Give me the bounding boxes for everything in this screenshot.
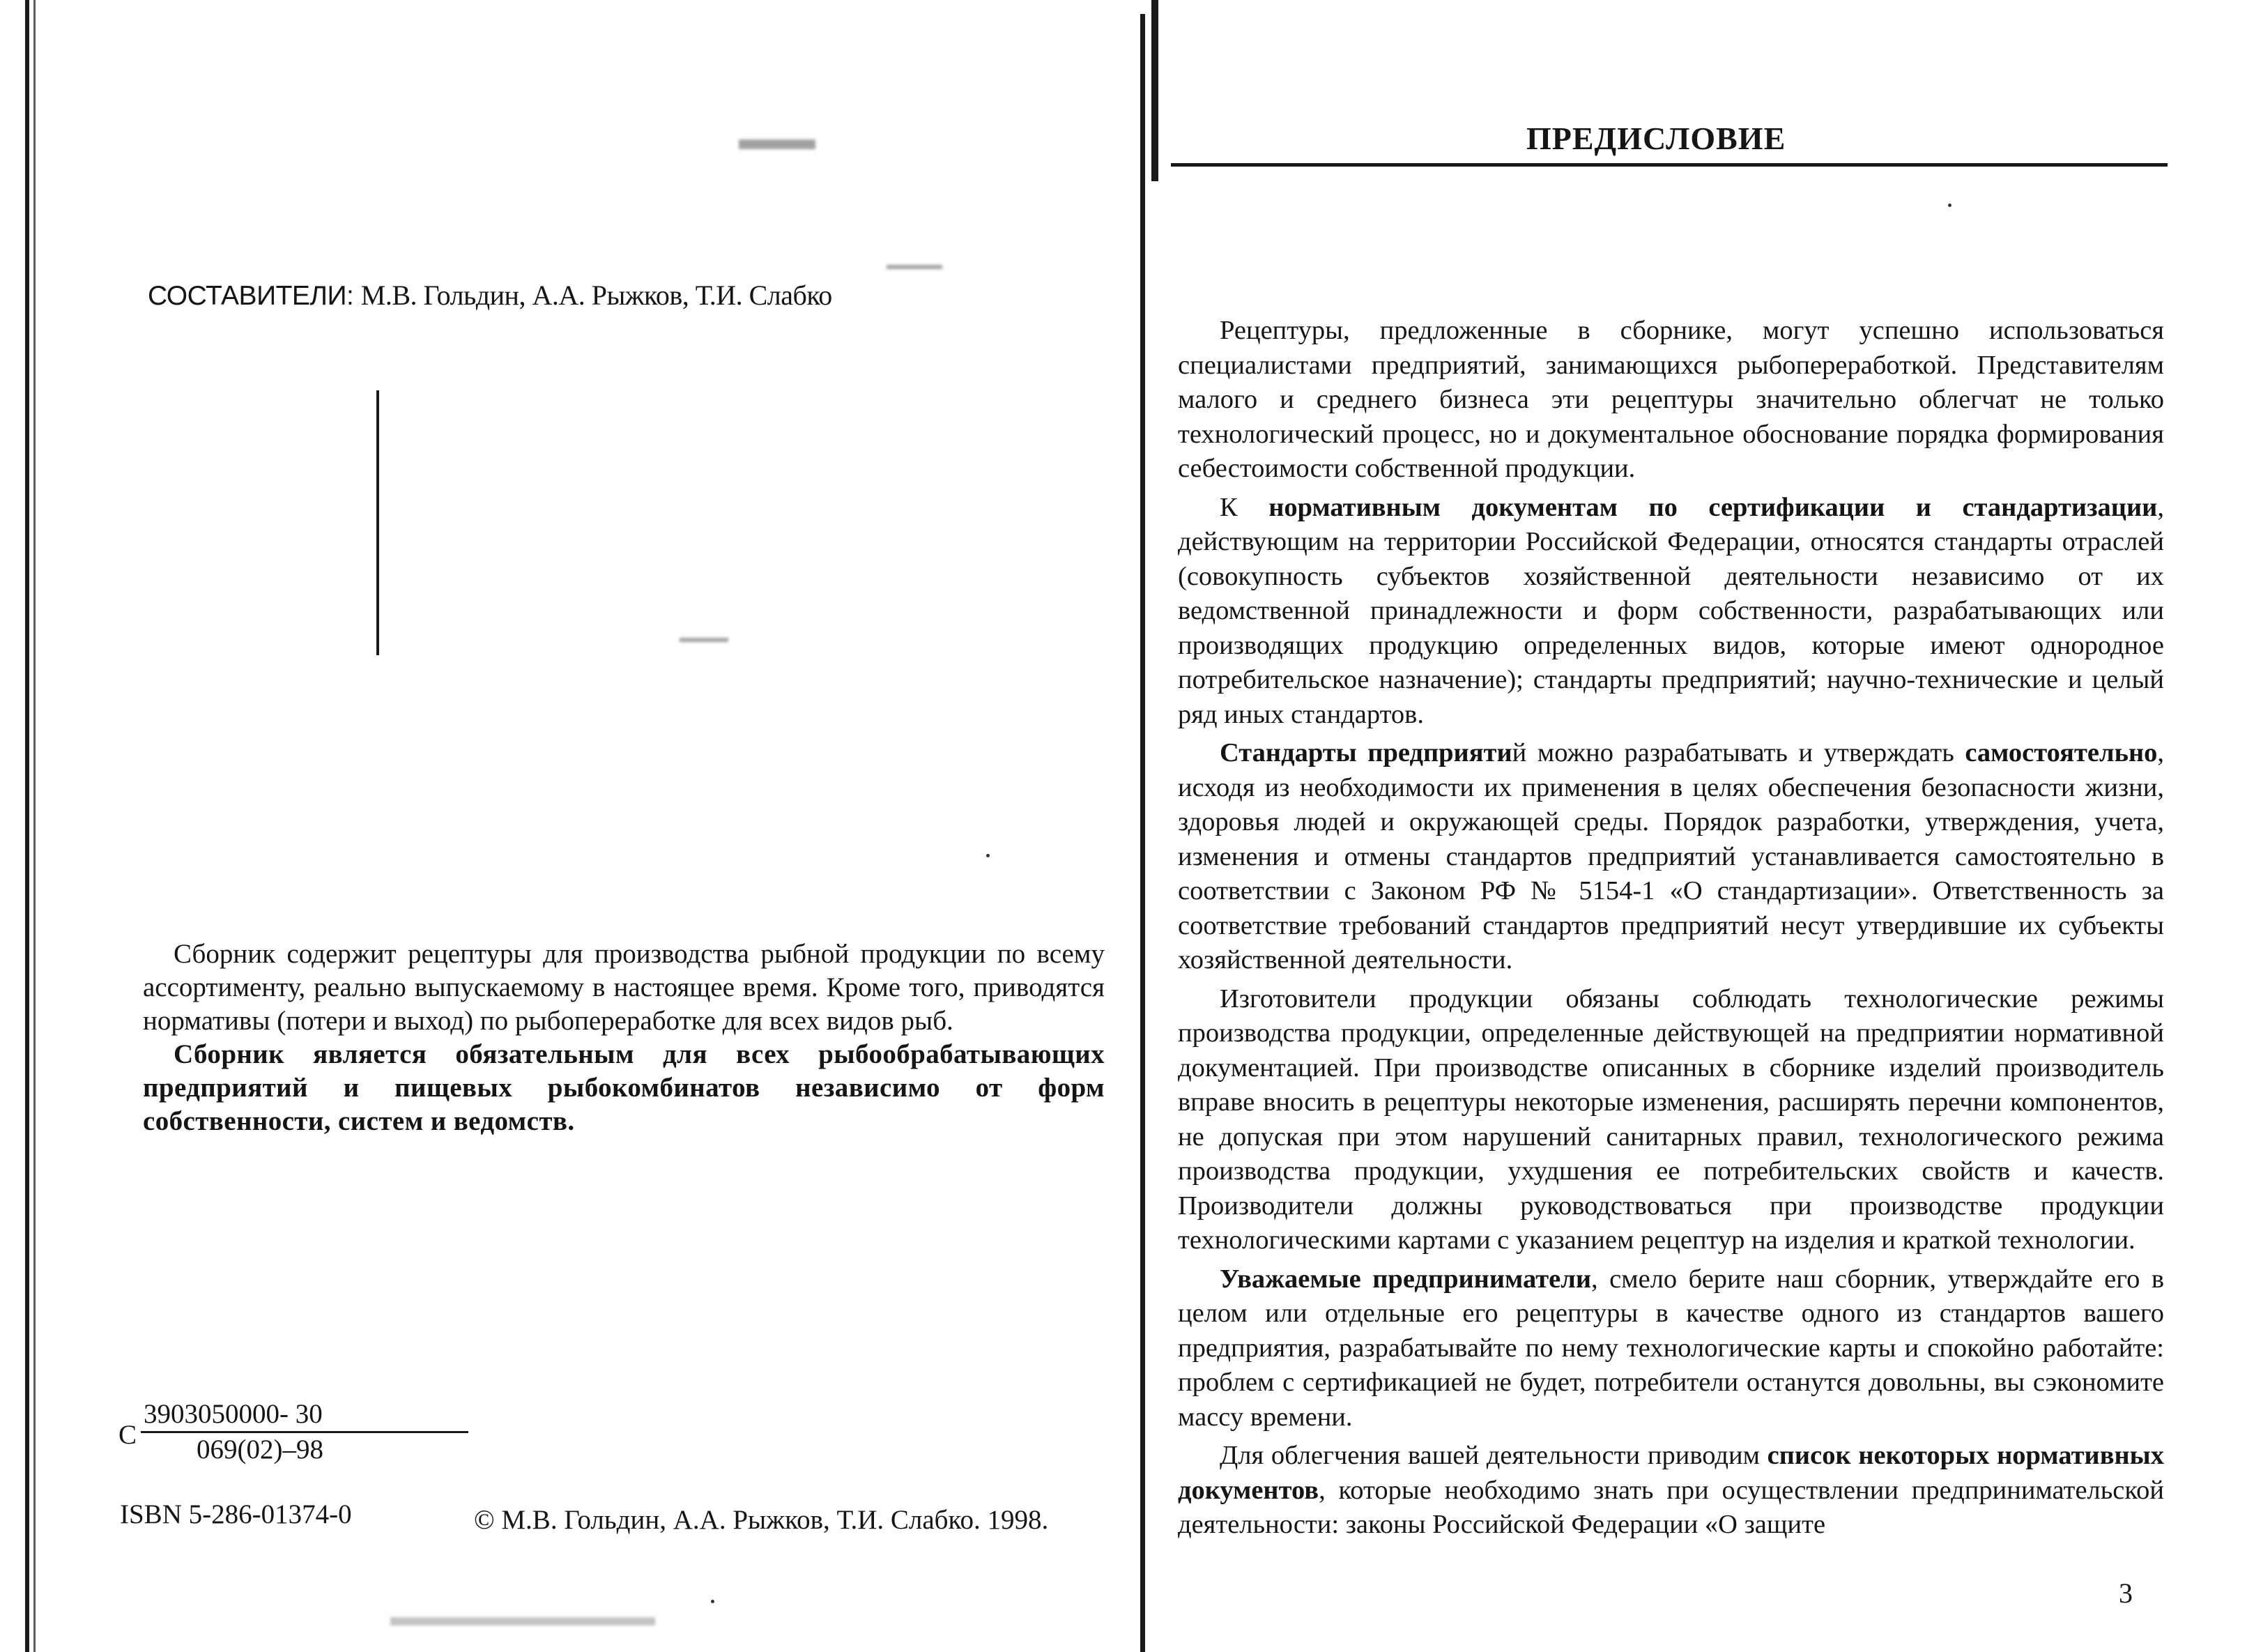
text-segment: Рецептуры, предложенные в сборнике, могут успешно использоваться специалистами предприятий, занимающихся рыбопереработкой. Представителям малого и среднего бизнеса эти рецептуры значительно облегчат не только технологический процесс, но и документальное обоснование порядка формирования себестоимости собственной продукции. bbox=[1178, 316, 2164, 483]
copyright: © М.В. Гольдин, А.А. Рыжков, Т.И. Слабко. 1998. bbox=[474, 1505, 1049, 1535]
catalog-numerator: 3903050000- 30 bbox=[141, 1398, 468, 1433]
compilers-label: СОСТАВИТЕЛИ: bbox=[148, 281, 354, 311]
bold-segment: нормативным документам по сертификации и стандартизации bbox=[1268, 492, 2158, 522]
catalog-prefix: С bbox=[118, 1420, 137, 1450]
text-segment: Изготовители продукции обязаны соблюдать технологические режимы производства продукции, определенные действующей на предприятии нормативной документацией. При производстве описанных в сборнике изделий производитель вправе вносить в рецептуры некоторые изменения, расширять перечни компонентов, не допуская при этом нарушений санитарных правил, технологического режима производства продукции, ухудшения ее потребительских свойств и качеств. Производители должны руководствоваться при производстве продукции технологическими картами с указанием рецептур на изделия и краткой технологии. bbox=[1178, 984, 2164, 1255]
annotation-paragraph: Сборник содержит рецептуры для производства рыбной продукции по всему ассортименту, реально выпускаемому в настоящее время. Кроме того, приводятся нормативы (потери и выход) по рыбопереработке для всех видов рыб. bbox=[143, 939, 1105, 1036]
book-annotation bbox=[143, 938, 1105, 1138]
text-segment: , исходя из необходимости их применения в целях обеспечения безопасности жизни, здоровья людей и окружающей среды. Порядок разработки, утверждения, учета, изменения и отмены стандартов предприятий устанавливается самостоятельно в соответствии с Законом РФ № 5154-1 «О стандартизации». Ответственность за соответствие требований стандартов предприятий несут утвердившие их субъекты хозяйственной деятельности. bbox=[1178, 738, 2165, 974]
preface-paragraph bbox=[1178, 491, 2164, 733]
right-page bbox=[1129, 0, 2247, 1652]
text-segment: , действующим на территории Российской Федерации, относятся стандарты отраслей (совокупность субъектов хозяйственной деятельности независимо от их ведомственной принадлежности и форм собственности, разрабатывающих или производящих продукцию определенных видов, которые имеют однородное потребительское назначение); стандарты предприятий; научно-технические и целый ряд иных стандартов. bbox=[1178, 492, 2164, 729]
title-rule bbox=[1171, 163, 2168, 167]
text-segment: К bbox=[1220, 492, 1269, 522]
compilers-line bbox=[148, 279, 832, 312]
preface-paragraph bbox=[1178, 1262, 2164, 1435]
preface-body bbox=[1178, 314, 2164, 1547]
preface-paragraph bbox=[1178, 314, 2164, 487]
text-segment: й можно разрабатывать и утверждать bbox=[1512, 738, 1965, 767]
preface-paragraph bbox=[1178, 1439, 2164, 1543]
isbn: ISBN 5-286-01374-0 bbox=[120, 1499, 352, 1529]
catalog-denominator: 069(02)–98 bbox=[197, 1435, 323, 1464]
page-number: 3 bbox=[2119, 1577, 2133, 1609]
text-segment: , которые необходимо знать при осуществлении предпринимательской деятельности: законы Российской Федерации «О защите bbox=[1178, 1475, 2164, 1539]
compilers-names: М.В. Гольдин, А.А. Рыжков, Т.И. Слабко bbox=[360, 280, 832, 311]
preface-paragraph bbox=[1178, 982, 2164, 1258]
preface-paragraph bbox=[1178, 736, 2164, 978]
text-segment: , смело берите наш сборник, утверждайте его в целом или отдельные его рецептуры в качестве одного из стандартов вашего предприятия, разрабатывайте по нему технологические карты и спокойно работайте: проблем с сертификацией не будет, потребители останутся довольны, вы сэкономите массу времени. bbox=[1178, 1264, 2165, 1432]
page-title: ПРЕДИСЛОВИЕ bbox=[1526, 121, 1786, 156]
bold-segment: самостоятельно bbox=[1965, 738, 2158, 767]
bold-segment: Уважаемые предприниматели bbox=[1220, 1264, 1592, 1294]
text-segment: Для облегчения вашей деятельности приводим bbox=[1220, 1441, 1767, 1470]
bold-segment: Стандарты предприяти bbox=[1220, 738, 1512, 767]
catalog-fraction bbox=[141, 1398, 468, 1467]
annotation-paragraph-bold: Сборник является обязательным для всех рыбообрабатывающих предприятий и пищевых рыбокомбинатов независимо от форм собственности, систем и ведомств. bbox=[143, 1039, 1105, 1136]
bold-segment: список некоторых нормативных документов bbox=[1178, 1441, 2164, 1505]
